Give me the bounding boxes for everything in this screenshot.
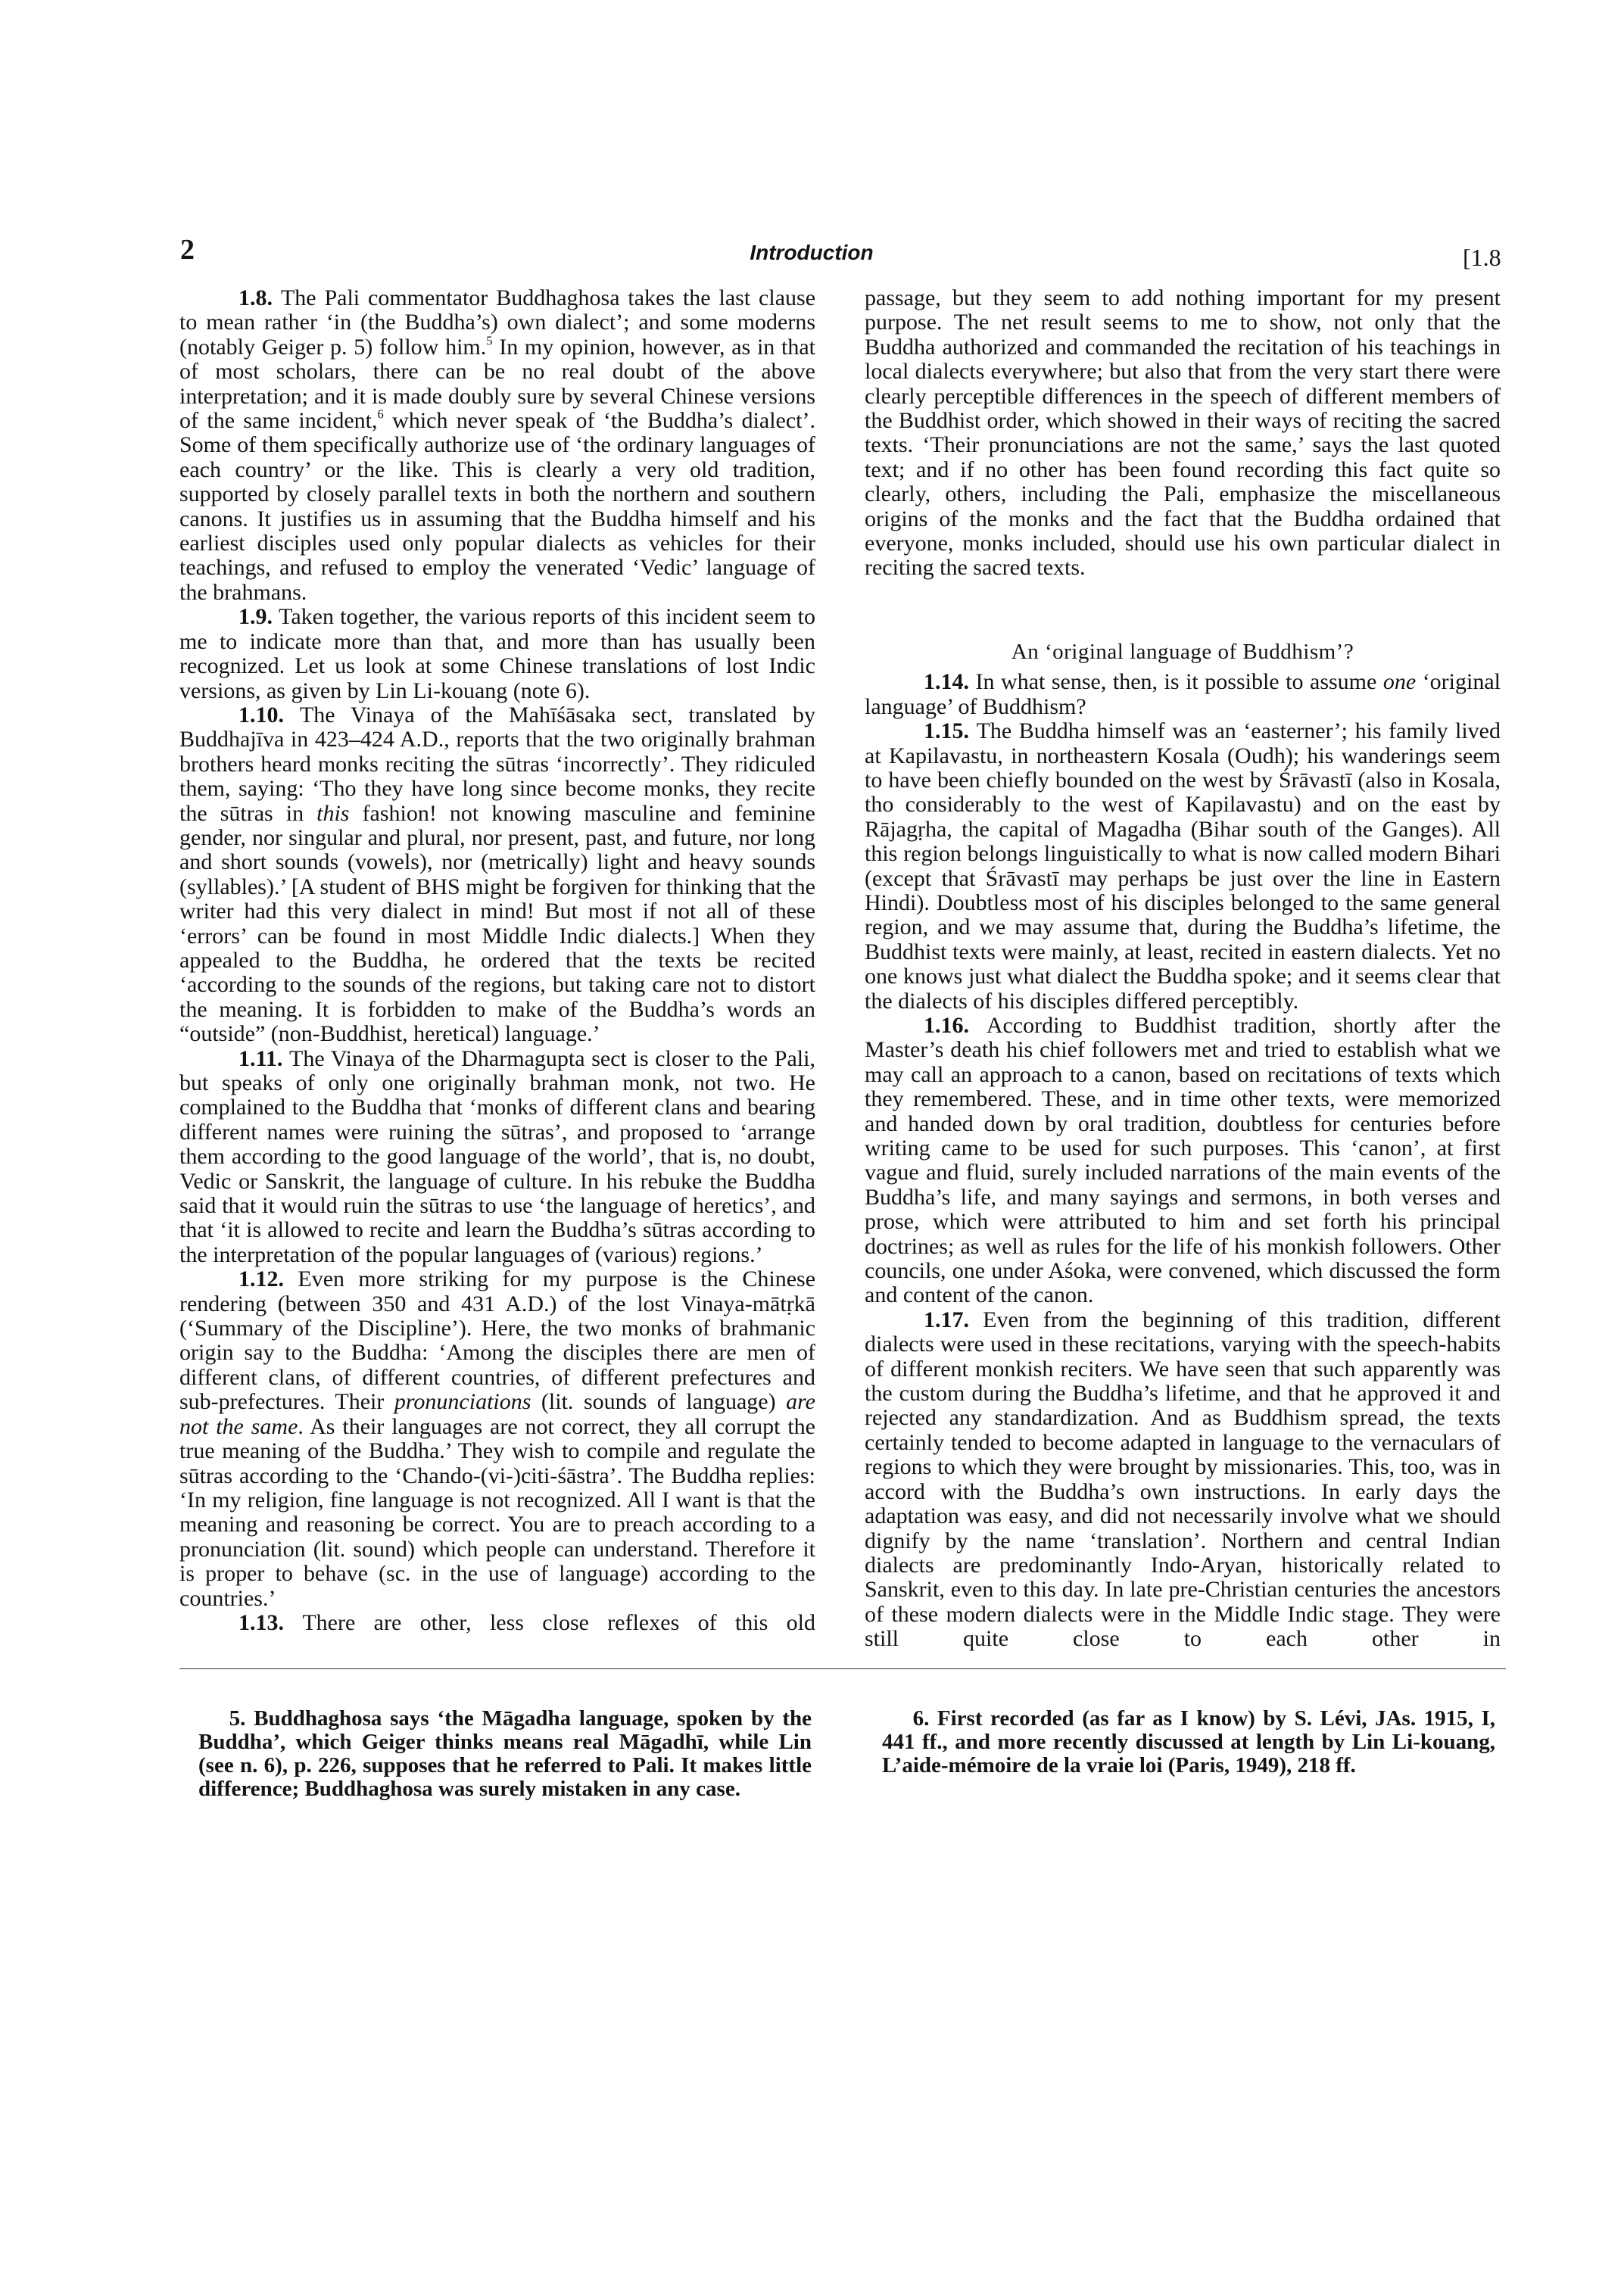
- paragraph-number: 1.14.: [924, 669, 976, 695]
- footnote-reference[interactable]: 5: [486, 333, 493, 348]
- paragraph-continuation: [865, 286, 1501, 581]
- footnote-6: [882, 1707, 1495, 1801]
- text-run: pronunciations: [394, 1389, 531, 1415]
- text-run: passage, but they seem to add nothing important for my present purpose. The net result seems to me to show, not only that the Buddha authorized and commanded the recitation of his teachings in local dialects everywhere; but also that from the very start there were clearly perceptible differences in the speech of different members of the Buddhist order, which showed in their ways of reciting the sacred texts. ‘Their pronunciations are not the same,’ says the last quoted text; and if no other has been found recording this fact quite so clearly, others, including the Pali, emphasize the miscellaneous origins of the monks and the fact that the Buddha ordained that everyone, monks included, should use his own particular dialect in reciting the sacred texts.: [865, 285, 1501, 581]
- section-marker: [1.8: [1463, 244, 1501, 271]
- text-run: are not the same: [179, 1389, 815, 1439]
- paragraph-number: 1.17.: [924, 1307, 983, 1332]
- text-run: (lit. sounds of language): [531, 1389, 787, 1415]
- paragraph-1-14: [865, 670, 1501, 719]
- text-run: ‘original language’ of Buddhism?: [865, 669, 1501, 719]
- paragraph-number: 1.8.: [238, 285, 281, 310]
- text-run: According to Buddhist tradition, shortly after the Master’s death his chief followers met and tried to establish what we may call an approach to a canon, based on recitations of texts which they remembered. These, and in time other texts, were memorized and handed down by oral tradition, doubtless for centuries before writing came to be used for such purposes. This ‘canon’, at first vague and fluid, surely included narrations of the main events of the Buddha’s life, and many sayings and sermons, in both verses and prose, which were attributed to him and set forth his principal doctrines; as well as rules for the life of his monkish followers. Other councils, one under Aśoka, were convened, which discussed the form and content of the canon.: [865, 1012, 1501, 1308]
- footnote-text: 6. First recorded (as far as I know) by S. Lévi, JAs. 1915, I, 441 ff., and more recently discussed at length by Lin Li-kouang, L’aide-mémoire de la vraie loi (Paris, 1949), 218 ff.: [882, 1706, 1495, 1777]
- text-run: The Pali commentator Buddhaghosa takes the last clause to mean rather ‘in (the Buddha’s) own dialect’; and some moderns (notably Geiger p. 5) follow him.: [179, 285, 816, 360]
- paragraph-1-13: [179, 1611, 815, 1635]
- footnote-5: [198, 1707, 812, 1801]
- paragraph-1-12: [179, 1267, 815, 1611]
- paragraph-number: 1.10.: [238, 702, 300, 727]
- text-run: this: [316, 800, 350, 826]
- page-body: [179, 286, 1501, 1801]
- paragraph-1-8: [179, 286, 815, 605]
- text-run: There are other, less close reflexes of this old: [302, 1609, 815, 1635]
- paragraph-number: 1.11.: [238, 1045, 290, 1071]
- left-column: [179, 286, 815, 1635]
- paragraph-number: 1.15.: [924, 718, 977, 744]
- paragraph-number: 1.16.: [924, 1012, 987, 1038]
- right-paragraphs: [865, 670, 1501, 1651]
- text-run: The Buddha himself was an ‘easterner’; his family lived at Kapilavastu, in northeastern Kosala (Oudh); his wanderings seem to have been chiefly bounded on the west by Śrāvastī (also in Kosala, tho considerably to the west of Kapilavastu) and on the east by Rājagṛha, the capital of Magadha (Bihar south of the Ganges). All this region belongs linguistically to what is now called modern Bihari (except that Śrāvastī may perhaps be just over the line in Eastern Hindi). Doubtless most of his disciples belonged to the same general region, and we may assume that, during the Buddha’s lifetime, the Buddhist texts were mainly, at least, recited in eastern dialects. Yet no one knows just what dialect the Buddha spoke; and it seems clear that the dialects of his disciples differed perceptibly.: [865, 718, 1501, 1014]
- paragraph-number: 1.9.: [238, 604, 279, 630]
- text-run: The Vinaya of the Dharmagupta sect is closer to the Pali, but speaks of only one originally brahman monk, not two. He complained to the Buddha that ‘monks of different clans and bearing different names were ruining the sūtras’, and proposed to ‘arrange them according to the good language of the world’, that is, no doubt, Vedic or Sanskrit, the language of culture. In his rebuke the Buddha said that it would ruin the sūtras to use ‘the language of heretics’, and that ‘it is allowed to recite and learn the Buddha’s sūtras according to the interpretation of the popular languages of (various) regions.’: [179, 1045, 815, 1267]
- footnote-divider: [179, 1668, 1506, 1669]
- text-run: which never speak of ‘the Buddha’s dialect’. Some of them specifically authorize use of ‘the ordinary languages of each country’ or the like. This is clearly a very old tradition, supported by closely parallel texts in both the northern and southern canons. It justifies us in assuming that the Buddha himself and his earliest disciples used only popular dialects as vehicles for their teachings, and refused to employ the venerated ‘Vedic’ language of the brahmans.: [179, 408, 816, 605]
- text-run: Even from the beginning of this tradition, different dialects were used in these recitations, varying with the speech-habits of different monkish reciters. We have seen that such apparently was the custom during the Buddha’s lifetime, and that he approved it and rejected any standardization. And as Buddhism spread, the texts certainly tended to become adapted in language to the vernaculars of regions to which they were brought by missionaries. This, too, was in accord with the Buddha’s own instructions. In early days the adaptation was easy, and did not necessarily involve what we should dignify by the name ‘translation’. Northern and central Indian dialects are predominantly Indo-Aryan, historically related to Sanskrit, even to this day. In late pre-Christian centuries the ancestors of these modern dialects were in the Middle Indic stage. They were still quite close to each other in: [865, 1307, 1501, 1652]
- page-number: 2: [180, 234, 195, 266]
- paragraph-number: 1.12.: [238, 1266, 298, 1292]
- text-run: . As their languages are not correct, they all corrupt the true meaning of the Buddha.’ They wish to compile and regulate the sūtras according to the ‘Chando-(vi-)citi-śāstra’. The Buddha replies: ‘In my religion, fine language is not recognized. All I want is that the meaning and reasoning be correct. You are to preach according to a pronunciation (lit. sound) which people can understand. Therefore it is proper to behave (sc. in the use of language) according to the countries.’: [179, 1413, 815, 1611]
- paragraph-number: 1.13.: [238, 1609, 303, 1635]
- right-column: [865, 286, 1501, 1652]
- paragraph-1-9: [179, 605, 815, 703]
- running-title: Introduction: [750, 241, 874, 264]
- footnote-reference[interactable]: 6: [377, 407, 384, 422]
- text-run: fashion! not knowing masculine and feminine gender, nor singular and plural, nor present, past, and future, nor long and short sounds (vowels), nor (metrically) light and heavy sounds (syllables).’ [A student of BHS might be forgiven for thinking that the writer had this very dialect in mind! But most if not all of these ‘errors’ can be found in most Middle Indic dialects.] When they appealed to the Buddha, he ordered that the texts be recited ‘according to the sounds of the regions, but taking care not to distort the meaning. It is forbidden to make of the Buddha’s words an “outside” (non-Buddhist, heretical) language.’: [179, 800, 815, 1047]
- text-run: The Vinaya of the Mahīśāsaka sect, translated by Buddhajīva in 423–424 A.D., reports that the two originally brahman brothers heard monks reciting the sūtras ‘incorrectly’. They ridiculed them, saying: ‘Tho they have long since become monks, they recite the sūtras in: [179, 702, 816, 826]
- paragraph-1-16: [865, 1014, 1501, 1308]
- text-run: In what sense, then, is it possible to assume: [975, 669, 1383, 695]
- paragraph-1-17: [865, 1308, 1501, 1652]
- text-run: Even more striking for my purpose is the Chinese rendering (between 350 and 431 A.D.) of the lost Vinaya-mātṛkā (‘Summary of the Discipline’). Here, the two monks of brahmanic origin say to the Buddha: ‘Among the disciples there are men of different clans, of different countries, of different prefectures and sub-prefectures. Their: [179, 1266, 816, 1415]
- text-run: In my opinion, however, as in that of most scholars, there can be no real doubt of the above interpretation; and it is made doubly sure by several Chinese versions of the same incident,: [179, 334, 815, 434]
- footnotes: [179, 1707, 1501, 1801]
- paragraph-1-10: [179, 703, 815, 1047]
- paragraph-1-15: [865, 719, 1501, 1014]
- section-heading: An ‘original language of Buddhism’?: [1011, 639, 1354, 664]
- text-columns: [179, 286, 1501, 1652]
- paragraph-1-11: [179, 1047, 815, 1268]
- footnote-text: 5. Buddhaghosa says ‘the Māgadha language, spoken by the Buddha’, which Geiger thinks means real Māgadhī, while Lin (see n. 6), p. 226, supposes that he referred to Pali. It makes little difference; Buddhaghosa was surely mistaken in any case.: [198, 1706, 812, 1801]
- text-run: Taken together, the various reports of this incident seem to me to indicate more than that, and more than has usually been recognized. Let us look at some Chinese translations of lost Indic versions, as given by Lin Li-kouang (note 6).: [179, 604, 816, 703]
- text-run: one: [1382, 669, 1417, 695]
